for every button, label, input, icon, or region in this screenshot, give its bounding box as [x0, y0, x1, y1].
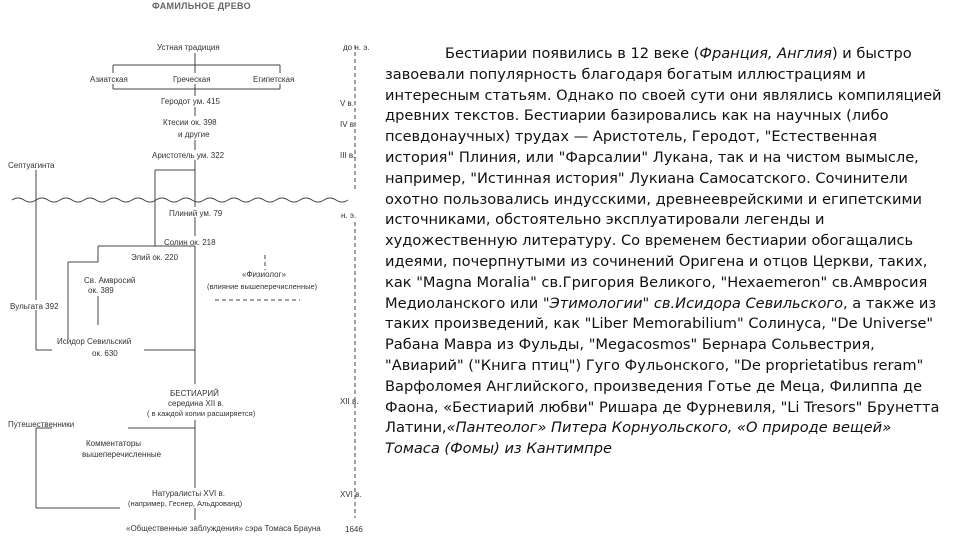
- node-pliny: Плиний ум. 79: [169, 209, 223, 218]
- node-naturalists: Натуралисты XVI в.: [152, 489, 225, 498]
- node-ambrose-date: ок. 389: [88, 286, 114, 295]
- timeline-ad: н. э.: [341, 211, 357, 220]
- text-segment-3: , а также из таких произведений, как "Liber Memorabilium" Солинуса, "De Universe" Рабана Мавра из Фульды, "Megacosmos" Бернара Сольвестрия, "Авиарий" ("Книга птиц") Гуго Фульонского, "De proprietatibus reram" Варфоломея Английского, произведения Готье де Меца, Филиппа де Фаона, «Бестиарий любви" Ришара де Фурневиля, "Li Tresors" Брунетта Латини,: [385, 294, 940, 437]
- node-commentators-sub: вышеперечисленные: [82, 450, 162, 459]
- node-egyptian: Египетская: [253, 75, 295, 84]
- era-divider: [12, 198, 348, 202]
- node-bestiary: БЕСТИАРИЙ: [170, 389, 219, 398]
- timeline-bc: до н. э.: [343, 43, 370, 52]
- node-bestiary-note: ( в каждой копии расширяется): [147, 409, 256, 418]
- text-segment-2-italic: "Этимологии" св.Исидора Севильского: [542, 294, 843, 312]
- node-aristotle: Аристотель ум. 322: [152, 151, 225, 160]
- node-isidore-date: ок. 630: [92, 349, 118, 358]
- node-ctesias: Ктесии ок. 398: [163, 118, 217, 127]
- node-physiologus-note: (влияние вышеперечисленные): [207, 282, 318, 291]
- node-bestiary-date: середина XII в.: [168, 399, 224, 408]
- bestiary-text: [385, 44, 945, 460]
- node-ambrose: Св. Амвросий: [84, 276, 136, 285]
- node-travelers: Путешественники: [8, 420, 75, 429]
- node-herodotus: Геродот ум. 415: [161, 97, 220, 106]
- node-vulgate: Вульгата 392: [10, 302, 59, 311]
- node-physiologus: «Физиолог»: [242, 270, 286, 279]
- node-oral-tradition: Устная традиция: [157, 43, 220, 52]
- node-solinus: Солин ок. 218: [164, 238, 216, 247]
- timeline-16c: XVI в.: [340, 490, 362, 499]
- text-segment-1-italic: Франция, Англия: [699, 45, 832, 62]
- bestiary-paragraph: [385, 44, 945, 460]
- text-segment-2: ) и быстро завоевали популярность благодаря богатым иллюстрациям и интересным статьям. Однако по своей сути они являлись компиляцией древних текстов. Бестиарии базировались как на научных (либо псевдонаучных) трудах — Аристотель, Геродот, "Естественная история" Плиния, или "Фарсалии" Лукана, так и на чистом вымысле, например, "Истинная история" Лукиана Самосатского. Сочинители охотно пользовались индусскими, древнееврейскими и египетскими источниками, обстоятельно эксплуатировали легенды и художественную литературу. Со временем бестиарии обогащались идеями, почерпнутыми из сочинений Оригена и отцов Церкви, таких, как "Magna Moralia" св.Григория Великого, "Hexaemeron" св.Амвросия Медиоланского или: [385, 45, 942, 312]
- node-asian: Азиатская: [90, 75, 128, 84]
- timeline-1646: 1646: [345, 525, 363, 534]
- timeline-3c: III в.: [340, 151, 356, 160]
- node-septuagint: Септуагинта: [8, 161, 55, 170]
- node-browne: «Общественные заблуждения» сэра Томаса Брауна: [126, 524, 321, 533]
- timeline-12c: XII в.: [340, 397, 359, 406]
- timeline-5c: V в.: [340, 99, 355, 108]
- text-segment-3-italic: «Пантеолог» Питера Корнуольского, «О природе вещей» Томаса (Фомы) из Кантимпре: [385, 419, 892, 458]
- node-commentators: Комментаторы: [86, 439, 142, 448]
- text-segment-1: Бестиарии появились в 12 веке (: [445, 45, 700, 62]
- node-aelian: Элий ок. 220: [131, 253, 179, 262]
- diagram-title: ФАМИЛЬНОЕ ДРЕВО: [152, 1, 251, 11]
- node-naturalists-examples: (например, Геснер, Альдрованд): [128, 499, 243, 508]
- node-greek: Греческая: [173, 75, 211, 84]
- timeline-4c: IV в.: [340, 120, 357, 129]
- node-isidore: Исидор Севильский: [57, 337, 132, 346]
- family-tree-diagram: [0, 0, 380, 540]
- node-ctesias-others: и другие: [178, 130, 210, 139]
